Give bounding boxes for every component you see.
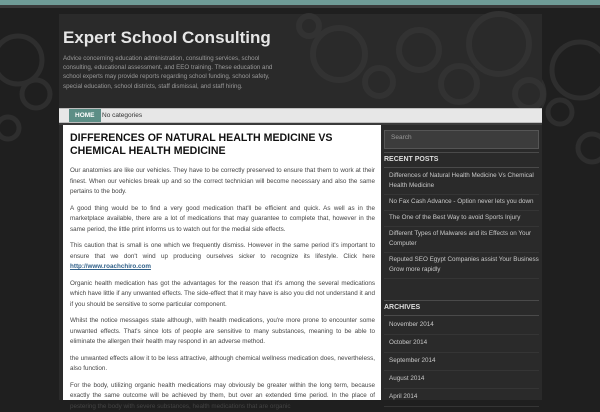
archive-link[interactable]: April 2014 bbox=[384, 389, 539, 407]
recent-post-link[interactable]: Different Types of Malwares and its Effects on Your Computer bbox=[384, 227, 539, 253]
nav-no-categories: No categories bbox=[102, 109, 142, 122]
post-paragraph: Organic health medication has got the advantages for the reason that it's among the several medications which have little if any unwanted effects. The side-effect that it may have is also you did not understand it and if you should be sensitive to some particular component. bbox=[70, 279, 375, 311]
post-paragraph: Whilst the notice messages state although, with health medications, you're more prone to encounter some unwanted effects. That's since lots of people are sensitive to many substances, meaning to be able to eliminate the allergen their health may respond in an adverse method. bbox=[70, 316, 375, 348]
main-content bbox=[63, 125, 381, 400]
post-paragraph-text: This caution that is small is one which we frequently dismiss. However in the same period it's important to ensure that we don't wind up producing ourselves sicker to recognize its lifestyle. Click here bbox=[70, 242, 375, 260]
recent-posts-list bbox=[384, 169, 539, 279]
post-paragraph: the unwanted effects allow it to be less attractive, although chemical wellness medication does, nevertheless, also function. bbox=[70, 354, 375, 375]
post-body bbox=[70, 166, 375, 412]
recent-post-link[interactable]: The One of the Best Way to avoid Sports Injury bbox=[384, 211, 539, 227]
recent-post-link[interactable]: Differences of Natural Health Medicine Vs Chemical Health Medicine bbox=[384, 169, 539, 195]
search-input[interactable] bbox=[384, 130, 539, 149]
navigation-bar bbox=[59, 108, 542, 123]
post-paragraph: A good thing would be to find a very good medication that'll be efficient and quick. As well as in the marketplace available, there are a lot of medications that may guarantee to complete that, however in the same period, the little print informs us to watch out for the medial side effects. bbox=[70, 204, 375, 236]
recent-post-link[interactable]: No Fax Cash Advance - Option never lets you down bbox=[384, 195, 539, 211]
site-description: Advice concerning education administration, consulting services, school consulting, educational assessment, and EEO training. These education and school experts may provide reports regarding school funding, school safety, special education, school districts, staff dismissal, and staff hiring. bbox=[63, 54, 285, 91]
post-title[interactable]: DIFFERENCES OF NATURAL HEALTH MEDICINE VS CHEMICAL HEALTH MEDICINE bbox=[70, 132, 374, 158]
sidebar bbox=[384, 130, 539, 400]
archives-list bbox=[384, 317, 539, 407]
roachchiro-link[interactable]: http://www.roachchiro.com bbox=[70, 263, 151, 270]
recent-posts-title: RECENT POSTS bbox=[384, 152, 539, 168]
archive-link[interactable]: August 2014 bbox=[384, 371, 539, 389]
site-title[interactable]: Expert School Consulting bbox=[63, 28, 271, 48]
archives-title: ARCHIVES bbox=[384, 300, 539, 316]
post-paragraph bbox=[70, 241, 375, 273]
nav-home-tab[interactable]: HOME bbox=[69, 109, 101, 122]
archive-link[interactable]: October 2014 bbox=[384, 335, 539, 353]
recent-post-link[interactable]: Reputed SEO Egypt Companies assist Your Business Grow more rapidly bbox=[384, 253, 539, 279]
post-paragraph: Our anatomies are like our vehicles. They have to be correctly preserved to ensure that them to work at their finest. When our vehicles break up and so the correct technician will become necessary and also the same pertains to the body. bbox=[70, 166, 375, 198]
site-header bbox=[59, 14, 542, 108]
search-placeholder: Search bbox=[391, 134, 412, 141]
archive-link[interactable]: September 2014 bbox=[384, 353, 539, 371]
post-paragraph: For the body, utilizing organic health medications may obviously be greater within the long term, because exactly the same outcome will be achieved by them, but over an extended time period. In the place of pestering the body with severe substances, health medications that are organic bbox=[70, 381, 375, 412]
archive-link[interactable]: November 2014 bbox=[384, 317, 539, 335]
